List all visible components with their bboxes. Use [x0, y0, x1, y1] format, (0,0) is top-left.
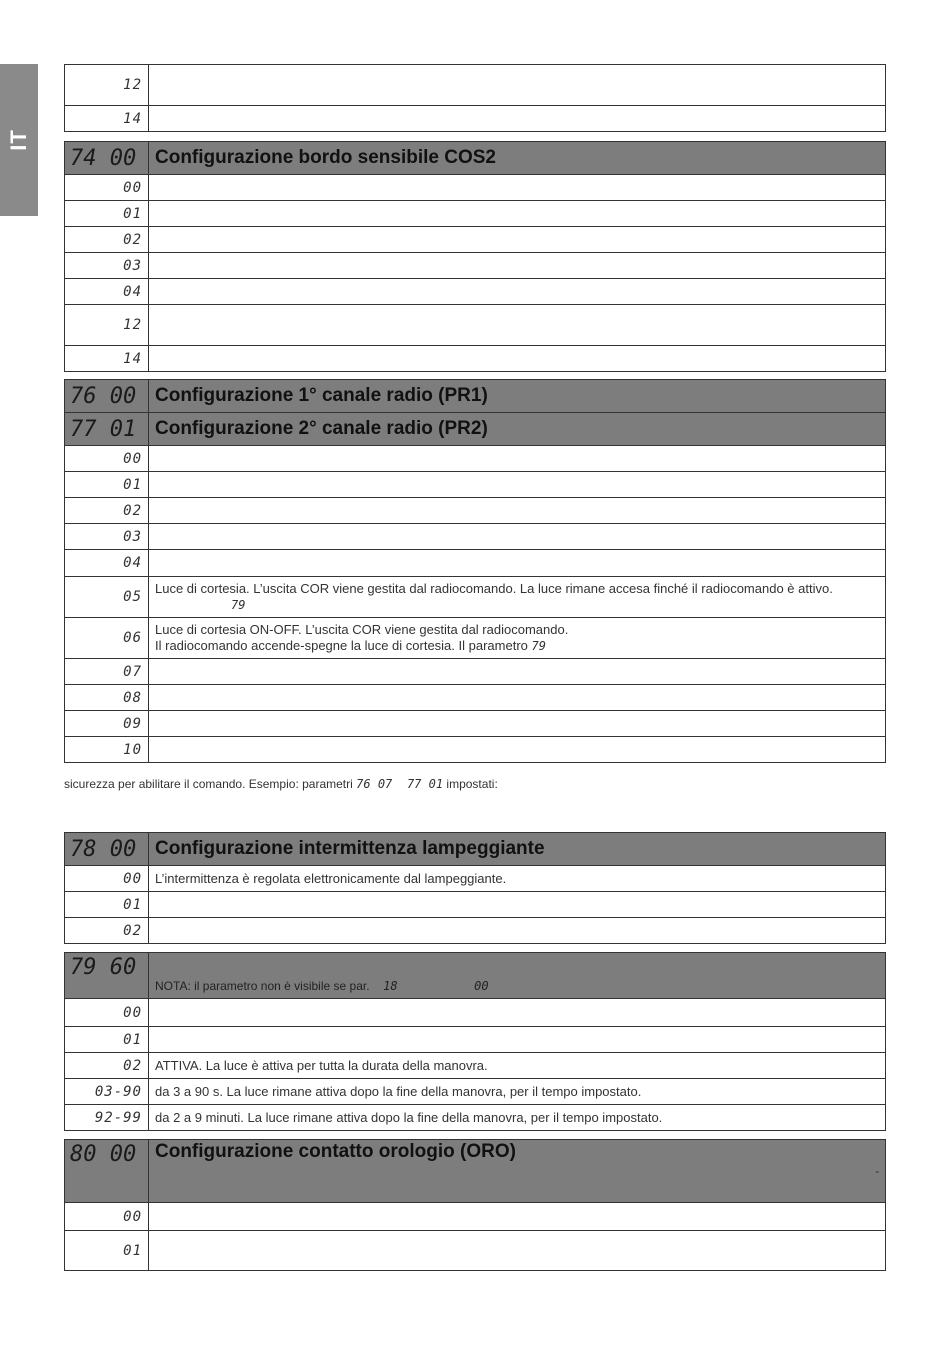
param-value-code: 10	[65, 737, 149, 763]
table-row	[65, 253, 886, 279]
param-value-code: 00	[65, 175, 149, 201]
param-value-desc	[149, 685, 886, 711]
table-row	[65, 737, 886, 763]
param-code: 74 00	[65, 142, 149, 175]
param-value-desc	[149, 253, 886, 279]
param-title: Configurazione 1° canale radio (PR1)	[149, 380, 886, 413]
param-value-code: 05	[65, 577, 149, 618]
param-value-desc	[149, 106, 886, 132]
param-table-79	[64, 952, 886, 1131]
param-value-code: 12	[65, 65, 149, 106]
desc-text: Il radiocomando accende-spegne la luce di cortesia. Il parametro	[155, 638, 528, 653]
param-value-desc	[149, 346, 886, 372]
table-row	[65, 866, 886, 892]
table-row	[65, 227, 886, 253]
table-row	[65, 201, 886, 227]
param-ref: 77 01	[406, 777, 444, 791]
param-ref: 76 07	[356, 777, 393, 791]
param-value-desc	[149, 446, 886, 472]
table-row	[65, 550, 886, 577]
param-table-78	[64, 832, 886, 944]
param-value-desc	[149, 918, 886, 944]
param-value-code: 02	[65, 1053, 149, 1079]
param-value-desc: ATTIVA. La luce è attiva per tutta la durata della manovra.	[149, 1053, 886, 1079]
param-value-code: 03	[65, 253, 149, 279]
param-value-code: 04	[65, 279, 149, 305]
table-row	[65, 1231, 886, 1271]
table-row	[65, 999, 886, 1027]
table-header-row	[65, 380, 886, 413]
table-row	[65, 472, 886, 498]
param-title	[149, 953, 886, 999]
param-value-desc	[149, 498, 886, 524]
param-value-desc	[149, 1203, 886, 1231]
param-value-code: 07	[65, 659, 149, 685]
param-value-code: 02	[65, 498, 149, 524]
param-ref: 18	[383, 979, 398, 993]
param-value-desc	[149, 737, 886, 763]
param-table-80	[64, 1139, 886, 1271]
param-value-code: 92-99	[65, 1105, 149, 1131]
table-row	[65, 106, 886, 132]
table-row	[65, 659, 886, 685]
param-value-code: 03	[65, 524, 149, 550]
note-text: impostati:	[446, 777, 498, 791]
param-value-desc	[149, 1231, 886, 1271]
param-value-desc	[149, 227, 886, 253]
table-row	[65, 524, 886, 550]
param-value-desc	[149, 1027, 886, 1053]
param-value-code: 14	[65, 106, 149, 132]
table-row	[65, 685, 886, 711]
table-header-row	[65, 953, 886, 999]
param-value-code: 01	[65, 472, 149, 498]
param-value-code: 00	[65, 866, 149, 892]
param-value-code: 12	[65, 305, 149, 346]
table-row	[65, 918, 886, 944]
param-value-code: 01	[65, 201, 149, 227]
table-row	[65, 892, 886, 918]
param-value-code: 06	[65, 618, 149, 659]
param-value-code: 01	[65, 892, 149, 918]
table-row	[65, 1105, 886, 1131]
table-row	[65, 65, 886, 106]
param-value-code: 01	[65, 1231, 149, 1271]
table-row	[65, 1027, 886, 1053]
table-row	[65, 446, 886, 472]
table-header-row	[65, 142, 886, 175]
table-header-row	[65, 833, 886, 866]
param-value-code: 03-90	[65, 1079, 149, 1105]
param-table-74	[64, 141, 886, 372]
table-row	[65, 1079, 886, 1105]
param-title: Configurazione intermittenza lampeggiante	[149, 833, 886, 866]
language-tab	[0, 64, 38, 216]
param-value-code: 02	[65, 227, 149, 253]
param-value-desc	[149, 659, 886, 685]
param-value-desc	[149, 577, 886, 618]
table-row	[65, 498, 886, 524]
table-row	[65, 1203, 886, 1231]
param-value-desc	[149, 175, 886, 201]
param-code: 77 01	[65, 413, 149, 446]
param-code: 79 60	[65, 953, 149, 999]
param-value-code: 14	[65, 346, 149, 372]
note-text: sicurezza per abilitare il comando. Esempio: parametri	[64, 777, 353, 791]
param-value-desc	[149, 618, 886, 659]
param-value-desc	[149, 201, 886, 227]
param-value-code: 00	[65, 446, 149, 472]
desc-line: Luce di cortesia ON-OFF. L’uscita COR viene gestita dal radiocomando.	[155, 622, 569, 637]
language-label: IT	[6, 129, 31, 151]
table-row	[65, 711, 886, 737]
table-row	[65, 279, 886, 305]
param-title	[149, 1140, 886, 1203]
param-value-desc	[149, 65, 886, 106]
table-row	[65, 618, 886, 659]
param-ref: 79	[231, 598, 246, 612]
desc-line: Luce di cortesia. L’uscita COR viene gestita dal radiocomando. La luce rimane accesa finché il radiocomando è attivo.	[155, 581, 833, 596]
param-value-desc	[149, 305, 886, 346]
param-value-desc	[149, 550, 886, 577]
desc-line	[155, 638, 879, 654]
param-value-desc	[149, 892, 886, 918]
table-row	[65, 1053, 886, 1079]
param-value-desc: L’intermittenza è regolata elettronicamente dal lampeggiante.	[149, 866, 886, 892]
param-value-code: 02	[65, 918, 149, 944]
param-note: NOTA: il parametro non è visibile se par.	[155, 979, 370, 993]
example-note	[64, 777, 498, 791]
param-dash: -	[875, 1166, 879, 1178]
param-code: 76 00	[65, 380, 149, 413]
param-table-76-77	[64, 379, 886, 763]
table-header-row	[65, 1140, 886, 1203]
table-row	[65, 305, 886, 346]
param-value-desc	[149, 711, 886, 737]
param-value-desc: da 2 a 9 minuti. La luce rimane attiva dopo la fine della manovra, per il tempo impostato.	[149, 1105, 886, 1131]
desc-line	[155, 597, 879, 613]
param-title-text: Configurazione contatto orologio (ORO)	[155, 1141, 516, 1162]
param-value-desc	[149, 999, 886, 1027]
param-value-desc: da 3 a 90 s. La luce rimane attiva dopo la fine della manovra, per il tempo impostato.	[149, 1079, 886, 1105]
table-row	[65, 175, 886, 201]
param-value-desc	[149, 524, 886, 550]
param-value-code: 09	[65, 711, 149, 737]
param-title: Configurazione bordo sensibile COS2	[149, 142, 886, 175]
param-value-code: 00	[65, 1203, 149, 1231]
param-ref: 79	[531, 639, 546, 653]
param-value-code: 00	[65, 999, 149, 1027]
param-code: 80 00	[65, 1140, 149, 1203]
param-value-code: 04	[65, 550, 149, 577]
param-table-continuation	[64, 64, 886, 132]
table-row	[65, 577, 886, 618]
param-value-desc	[149, 279, 886, 305]
param-title: Configurazione 2° canale radio (PR2)	[149, 413, 886, 446]
table-row	[65, 346, 886, 372]
param-value-code: 01	[65, 1027, 149, 1053]
param-value-desc	[149, 472, 886, 498]
param-value-code: 08	[65, 685, 149, 711]
table-header-row	[65, 413, 886, 446]
param-ref: 00	[474, 979, 489, 993]
param-code: 78 00	[65, 833, 149, 866]
